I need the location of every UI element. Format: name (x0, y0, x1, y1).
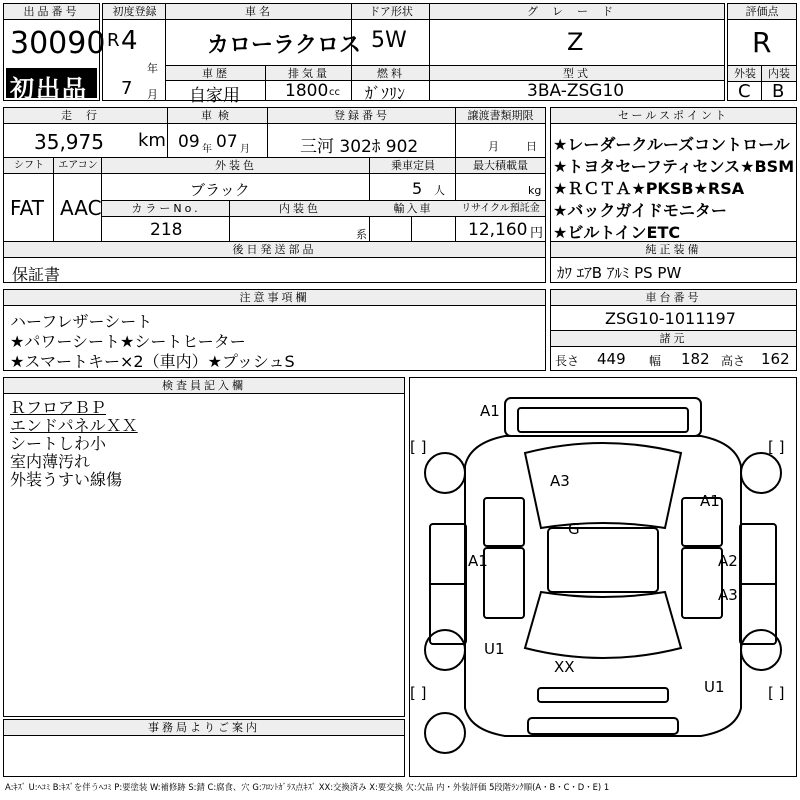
chassis-box (550, 289, 797, 371)
sales-point: ★ＲＣＴＡ★PKSB★RSA (553, 179, 745, 198)
exterior-score: C (738, 81, 751, 102)
transfer-header: 譲渡書類期限 (456, 108, 545, 124)
length-value: 449 (597, 350, 626, 368)
inspector-header: 検査員記入欄 (4, 378, 404, 394)
equipment-header: 純正装備 (551, 242, 796, 258)
car-outline (410, 378, 796, 776)
inspection-year: 09 (178, 132, 200, 152)
later-parts-header: 後日発送部品 (4, 242, 545, 258)
interior-header: 内装 (762, 66, 796, 82)
bracket-mark: [ ] (768, 438, 785, 456)
bracket-mark: [ ] (410, 684, 427, 702)
model: 3BA-ZSG10 (527, 81, 625, 101)
damage-diagram (409, 377, 797, 777)
lot-number-header: 出品番号 (4, 4, 99, 20)
inspector-box (3, 377, 405, 717)
damage-mark: A2 (718, 552, 738, 570)
ac: AAC (60, 196, 102, 220)
chassis-number: ZSG10-1011197 (605, 309, 736, 328)
inspection-header: 車検 (168, 108, 268, 124)
transfer-day-unit: 日 (526, 140, 537, 153)
details-box (3, 107, 546, 283)
sales-point: ★トヨタセーフティセンス★BSM (553, 157, 795, 176)
sales-points-box (550, 107, 797, 283)
color-number-header: カラーNo. (102, 201, 230, 217)
model-header: 型式 (430, 66, 724, 81)
load-header: 最大積載量 (456, 158, 545, 174)
door-header: ドア形状 (352, 4, 430, 20)
displacement: 1800 (285, 81, 329, 101)
month: 7 (121, 78, 133, 99)
history-header: 車歴 (166, 66, 266, 81)
recycle-unit: 円 (530, 226, 544, 241)
shift-header: シフト (4, 158, 54, 174)
damage-mark: A1 (700, 492, 720, 510)
inspection-month-unit: 月 (240, 144, 250, 155)
sales-point: ★レーダークルーズコントロール (553, 135, 790, 154)
capacity: 5 (412, 179, 423, 198)
note-line: ★スマートキー×2（車内）★プッシュS (10, 352, 295, 371)
inspector-line: エンドパネルＸＸ (10, 416, 138, 435)
plate-number: 三河 302ﾎ 902 (300, 137, 419, 157)
capacity-unit: 人 (434, 184, 445, 197)
damage-mark: XX (554, 658, 575, 676)
later-parts: 保証書 (12, 265, 61, 284)
shift: FAT (10, 196, 45, 220)
legend: A:ｷｽﾞ U:ﾍｺﾐ B:ｷｽﾞを伴うﾍｺﾐ P:要塗装 W:補修跡 S:錆 C:腐食、穴 G:ﾌﾛﾝﾄｶﾞﾗｽ点ｷｽﾞ XX:交換済み X:要交換 欠:欠品 内・外装評価 5段階ﾗﾝｸ順(A・B・C・D・E) 1 (5, 782, 610, 792)
first-registration-header: 初度登録 (103, 4, 166, 20)
note-line: ★パワーシート★シートヒーター (10, 332, 246, 351)
car-name: カローラクロス (207, 33, 362, 58)
note-line: ハーフレザーシート (10, 312, 153, 331)
inspection-year-unit: 年 (202, 144, 212, 155)
equipment: ｶﾜ ｴｱB ｱﾙﾐ PS PW (557, 264, 682, 282)
score-box (727, 3, 797, 101)
sales-point: ★バックガイドモニター (553, 201, 727, 220)
year: 4 (121, 26, 138, 56)
inspection-month: 07 (216, 132, 238, 152)
door-type: 5W (371, 28, 407, 53)
era: R (107, 30, 120, 51)
displacement-unit: cc (329, 87, 340, 98)
first-listing-badge (6, 68, 97, 103)
damage-mark: A3 (718, 586, 738, 604)
load-unit: kg (528, 184, 542, 197)
color-number: 218 (150, 220, 183, 240)
length-label: 長さ (555, 354, 580, 368)
vehicle-info-box (102, 3, 725, 106)
exterior-header: 外装 (728, 66, 762, 82)
office-header: 事務局よりご案内 (4, 720, 404, 736)
inspector-line: 室内薄汚れ (10, 452, 91, 471)
bracket-mark: [ ] (768, 684, 785, 702)
color-header: 外装色 (102, 158, 370, 174)
damage-mark: U1 (484, 640, 505, 658)
sales-point: ★ビルトインETC (553, 223, 681, 242)
recycle-header: リサイクル預託金 (456, 201, 545, 217)
recycle-amount: 12,160 (468, 220, 528, 240)
car-name-header: 車名 (166, 4, 352, 20)
ac-header: エアコン (54, 158, 102, 174)
notes-header: 注意事項欄 (4, 290, 545, 306)
lot-number: 30090 (10, 26, 106, 61)
first-listing-label: 初出品 (10, 75, 88, 103)
mileage-unit: km (138, 130, 166, 151)
interior-color-header: 内装色 (230, 201, 370, 217)
displacement-header: 排気量 (266, 66, 352, 81)
notes-box (3, 289, 546, 371)
interior-color-unit: 系 (356, 228, 367, 241)
damage-mark: A1 (480, 402, 500, 420)
year-unit: 年 (147, 62, 158, 75)
transfer-month-unit: 月 (488, 140, 499, 153)
fuel-header: 燃料 (352, 66, 430, 81)
capacity-header: 乗車定員 (370, 158, 456, 174)
inspector-line: ＲフロアＢＰ (10, 398, 107, 417)
width-label: 幅 (649, 354, 662, 368)
lot-number-box (3, 3, 106, 103)
import-header: 輸入車 (370, 201, 456, 217)
sales-points-header: セールスポイント (551, 108, 796, 124)
bracket-mark: [ ] (410, 438, 427, 456)
fuel: ｶﾞｿﾘﾝ (365, 84, 406, 103)
mileage-header: 走行 (4, 108, 168, 124)
spec-header: 諸元 (551, 331, 796, 347)
history: 自家用 (189, 86, 240, 106)
inspector-line: シートしわ小 (10, 434, 107, 453)
plate-header: 登録番号 (268, 108, 456, 124)
width-value: 182 (681, 350, 710, 368)
height-label: 高さ (721, 354, 746, 368)
inspector-line: 外装うすい線傷 (10, 470, 123, 489)
office-box (3, 719, 405, 777)
interior-score: B (772, 81, 785, 102)
score-header: 評価点 (728, 4, 796, 20)
height-value: 162 (761, 350, 790, 368)
month-unit: 月 (147, 88, 158, 101)
damage-mark: A3 (550, 472, 570, 490)
mileage: 35,975 (34, 130, 104, 154)
grade: Z (567, 28, 584, 56)
grade-header: グレード (430, 4, 724, 20)
damage-mark: G (568, 520, 580, 538)
damage-mark: A1 (468, 552, 488, 570)
chassis-header: 車台番号 (551, 290, 796, 306)
exterior-color: ブラック (190, 181, 250, 199)
damage-mark: U1 (704, 678, 725, 696)
overall-score: R (752, 26, 772, 59)
